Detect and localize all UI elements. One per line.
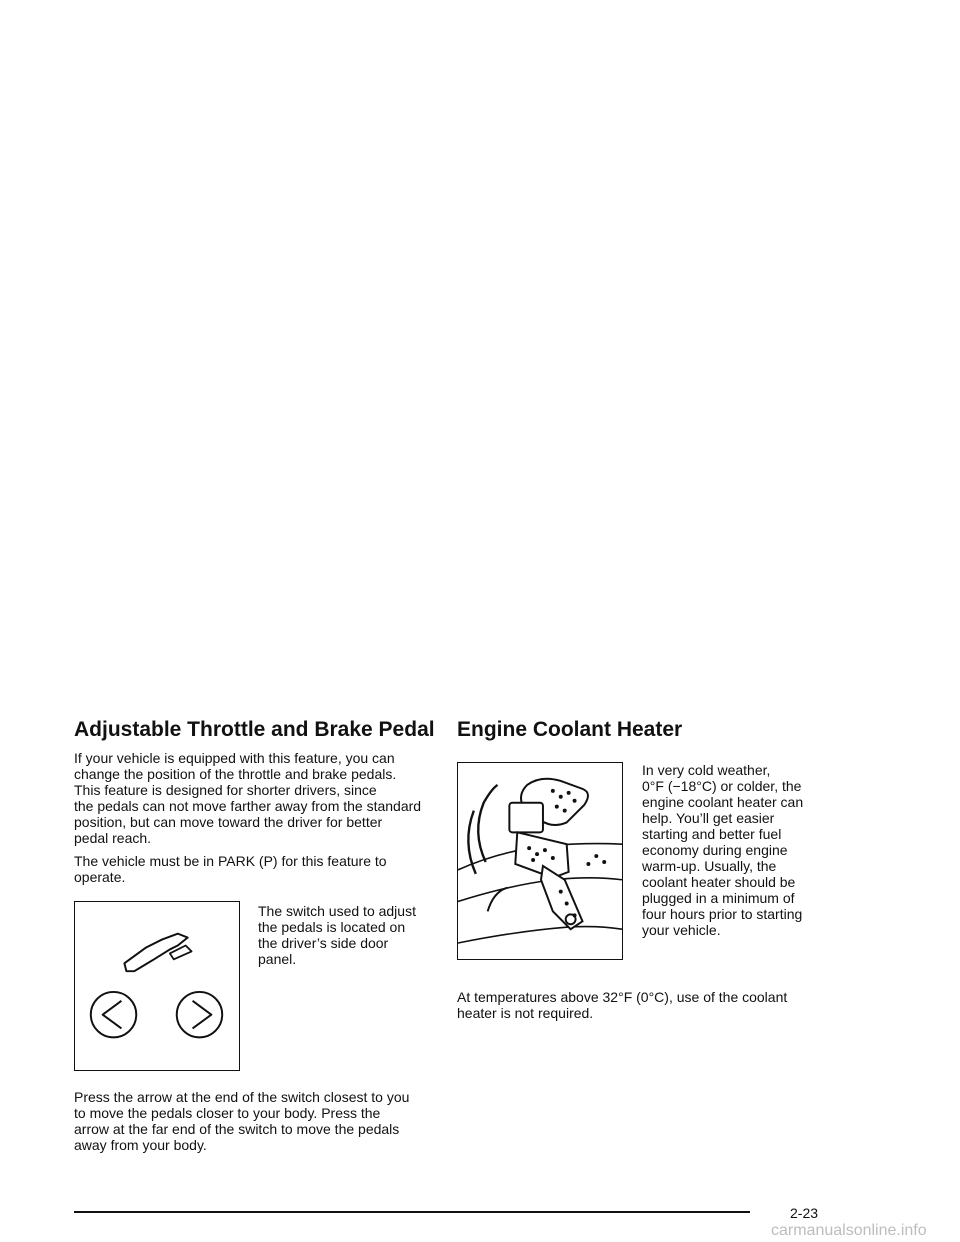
- coolant-heater-figure: [457, 762, 623, 960]
- page-number: 2-23: [790, 1205, 819, 1221]
- pedal-switch-figure: [74, 901, 240, 1071]
- park-requirement-text: The vehicle must be in PARK (P) for this feature to operate.: [74, 853, 387, 885]
- arrow-right-icon: [177, 992, 222, 1037]
- coolant-heater-heading: Engine Coolant Heater: [457, 718, 683, 741]
- adjustable-pedal-intro: If your vehicle is equipped with this feature, you can change the position of the throttle and brake pedals. This feature is designed for shorter drivers, since the pedals can not move farther away from the standard position, but can move toward the driver for better pedal reach.: [74, 750, 422, 846]
- cold-weather-caption: In very cold weather, 0°F (−18°C) or colder, the engine coolant heater can help. You’ll get easier starting and better fuel economy during engine warm-up. Usually, the coolant heater should be plugged in a minimum of four hours prior to starting your vehicle.: [642, 762, 804, 938]
- pedal-icon: [124, 934, 191, 972]
- coolant-heater-temperature-note: At temperatures above 32°F (0°C), use of the coolant heater is not required.: [457, 989, 788, 1021]
- pedal-switch-illustration: [75, 902, 239, 1070]
- footer-rule: [74, 1211, 750, 1213]
- coolant-heater-plug-icon: [458, 763, 622, 959]
- adjustable-pedal-heading: Adjustable Throttle and Brake Pedal: [74, 718, 435, 741]
- watermark: carmanualsonline.info: [771, 1222, 927, 1239]
- pedal-adjust-instructions: Press the arrow at the end of the switch closest to you to move the pedals closer to your body. Press the arrow at the far end of the switch to move the pedals away from your body.: [74, 1089, 410, 1153]
- switch-location-caption: The switch used to adjust the pedals is located on the driver’s side door panel.: [258, 903, 416, 967]
- arrow-left-icon: [91, 992, 136, 1037]
